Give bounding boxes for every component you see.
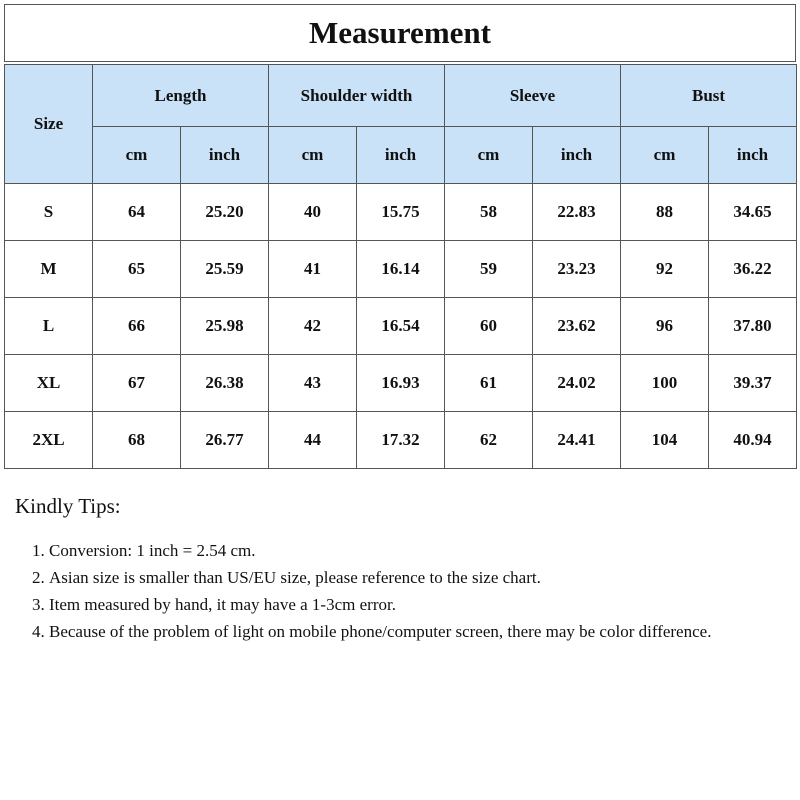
measurement-cell: 15.75: [357, 184, 445, 241]
measurement-cell: 42: [269, 298, 357, 355]
measurement-cell: 96: [621, 298, 709, 355]
tips-title: Kindly Tips:: [15, 494, 121, 518]
size-table-body: [5, 184, 797, 469]
measurement-cell: 24.02: [533, 355, 621, 412]
size-column-header: Size: [5, 65, 93, 184]
kindly-tips: [15, 494, 790, 645]
measurement-cell: 65: [93, 241, 181, 298]
size-cell: S: [5, 184, 93, 241]
size-cell: 2XL: [5, 412, 93, 469]
measurement-cell: 67: [93, 355, 181, 412]
table-row: [5, 412, 797, 469]
measurement-cell: 23.23: [533, 241, 621, 298]
sleeve-header: Sleeve: [445, 65, 621, 127]
measurement-cell: 43: [269, 355, 357, 412]
tip-item: 1. Conversion: 1 inch = 2.54 cm.: [49, 537, 790, 564]
tip-item: 2. Asian size is smaller than US/EU size, please reference to the size chart.: [49, 564, 790, 591]
measurement-cell: 64: [93, 184, 181, 241]
measurement-cell: 60: [445, 298, 533, 355]
length-header: Length: [93, 65, 269, 127]
measurement-cell: 41: [269, 241, 357, 298]
unit-header: cm: [93, 127, 181, 184]
measurement-cell: 22.83: [533, 184, 621, 241]
measurement-cell: 34.65: [709, 184, 797, 241]
measurement-cell: 40.94: [709, 412, 797, 469]
measurement-cell: 36.22: [709, 241, 797, 298]
measurement-cell: 23.62: [533, 298, 621, 355]
table-row: [5, 355, 797, 412]
size-cell: M: [5, 241, 93, 298]
measurement-cell: 16.54: [357, 298, 445, 355]
tips-list: [15, 537, 790, 645]
unit-header: cm: [445, 127, 533, 184]
measurement-cell: 40: [269, 184, 357, 241]
measurement-cell: 66: [93, 298, 181, 355]
measurement-cell: 92: [621, 241, 709, 298]
measurement-cell: 100: [621, 355, 709, 412]
page-title: Measurement: [4, 4, 796, 62]
measurement-cell: 26.77: [181, 412, 269, 469]
measurement-cell: 37.80: [709, 298, 797, 355]
measurement-cell: 104: [621, 412, 709, 469]
tip-item: 4. Because of the problem of light on mobile phone/computer screen, there may be color difference.: [49, 618, 790, 645]
unit-header: inch: [357, 127, 445, 184]
bust-header: Bust: [621, 65, 797, 127]
measurement-cell: 59: [445, 241, 533, 298]
measurement-cell: 44: [269, 412, 357, 469]
measurement-cell: 61: [445, 355, 533, 412]
size-cell: XL: [5, 355, 93, 412]
measurement-cell: 25.98: [181, 298, 269, 355]
unit-header: cm: [621, 127, 709, 184]
measurement-cell: 68: [93, 412, 181, 469]
size-table: [4, 64, 797, 469]
measurement-cell: 39.37: [709, 355, 797, 412]
shoulder-width-header: Shoulder width: [269, 65, 445, 127]
measurement-cell: 25.59: [181, 241, 269, 298]
measurement-cell: 17.32: [357, 412, 445, 469]
measurement-cell: 58: [445, 184, 533, 241]
measurement-cell: 16.14: [357, 241, 445, 298]
measurement-cell: 88: [621, 184, 709, 241]
table-row: [5, 184, 797, 241]
table-row: [5, 241, 797, 298]
header-unit-row: [5, 127, 797, 184]
tip-item: 3. Item measured by hand, it may have a 1-3cm error.: [49, 591, 790, 618]
measurement-cell: 16.93: [357, 355, 445, 412]
unit-header: cm: [269, 127, 357, 184]
unit-header: inch: [533, 127, 621, 184]
unit-header: inch: [709, 127, 797, 184]
header-group-row: [5, 65, 797, 127]
unit-header: inch: [181, 127, 269, 184]
measurement-cell: 25.20: [181, 184, 269, 241]
measurement-cell: 24.41: [533, 412, 621, 469]
table-row: [5, 298, 797, 355]
measurement-cell: 26.38: [181, 355, 269, 412]
size-cell: L: [5, 298, 93, 355]
measurement-cell: 62: [445, 412, 533, 469]
